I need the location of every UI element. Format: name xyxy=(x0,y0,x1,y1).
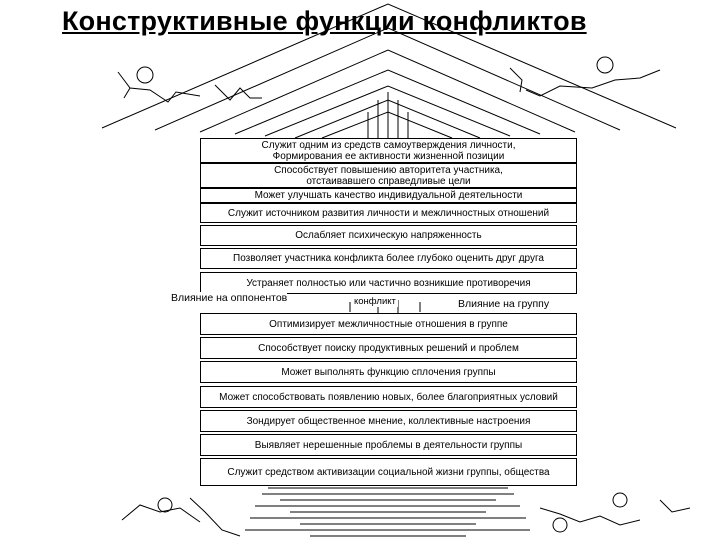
function-box-2-line-1: Способствует повышению авторитета участника, xyxy=(274,164,503,176)
function-box-7 xyxy=(200,272,577,294)
group-function-box-3 xyxy=(200,361,577,383)
function-box-5-text: Ослабляет психическую напряженность xyxy=(295,230,482,241)
stick-figure-top-right xyxy=(510,57,660,96)
group-function-box-2 xyxy=(200,337,577,359)
group-function-box-1 xyxy=(200,313,577,335)
group-function-box-6 xyxy=(200,434,577,456)
right-influence-label: Влияние на группу xyxy=(458,298,550,310)
function-box-3 xyxy=(200,188,577,203)
function-box-3-text: Может улучшать качество индивидуальной деятельности xyxy=(254,190,523,201)
function-box-1 xyxy=(200,138,577,163)
center-conflict-label: конфликт xyxy=(354,296,396,307)
group-function-box-7-text: Служит средством активизации социальной жизни группы, общества xyxy=(227,466,550,478)
function-box-1-line-2: Формирования ее активности жизненной позиции xyxy=(272,150,505,162)
group-function-box-4 xyxy=(200,386,577,408)
group-function-box-5-text: Зондирует общественное мнение, коллективные настроения xyxy=(246,415,531,427)
function-box-1-line-1: Служит одним из средств самоутверждения личности, xyxy=(261,139,516,151)
group-function-box-5 xyxy=(200,410,577,432)
left-influence-label: Влияние на оппонентов xyxy=(171,292,288,304)
function-box-2-line-2: отстаивавшего справедливые цели xyxy=(306,175,471,187)
function-box-7-text: Устраняет полностью или частично возникшие противоречия xyxy=(246,277,531,289)
stick-figure-bottom-left xyxy=(122,498,240,536)
stick-figure-top-left xyxy=(118,67,262,102)
stick-figure-bottom-right xyxy=(540,493,690,532)
group-function-box-4-text: Может способствовать появлению новых, более благоприятных условий xyxy=(219,391,558,403)
function-box-6-text: Позволяет участника конфликта более глубоко оценить друг друга xyxy=(233,253,544,264)
roof-chevrons xyxy=(102,4,676,138)
function-box-2 xyxy=(200,163,577,188)
group-function-box-3-text: Может выполнять функцию сплочения группы xyxy=(281,366,496,378)
function-box-6 xyxy=(200,248,577,269)
group-function-box-1-text: Оптимизирует межличностные отношения в группе xyxy=(269,318,508,330)
base-stripes xyxy=(245,488,530,536)
group-function-box-7 xyxy=(200,458,577,486)
function-box-4-text: Служит источником развития личности и межличностных отношений xyxy=(227,207,550,219)
function-box-5 xyxy=(200,225,577,246)
group-function-box-2-text: Способствует поиску продуктивных решений и проблем xyxy=(258,342,519,354)
group-function-box-6-text: Выявляет нерешенные проблемы в деятельности группы xyxy=(254,439,523,451)
page-title: Конструктивные функции конфликтов xyxy=(62,6,587,36)
function-box-4 xyxy=(200,203,577,223)
